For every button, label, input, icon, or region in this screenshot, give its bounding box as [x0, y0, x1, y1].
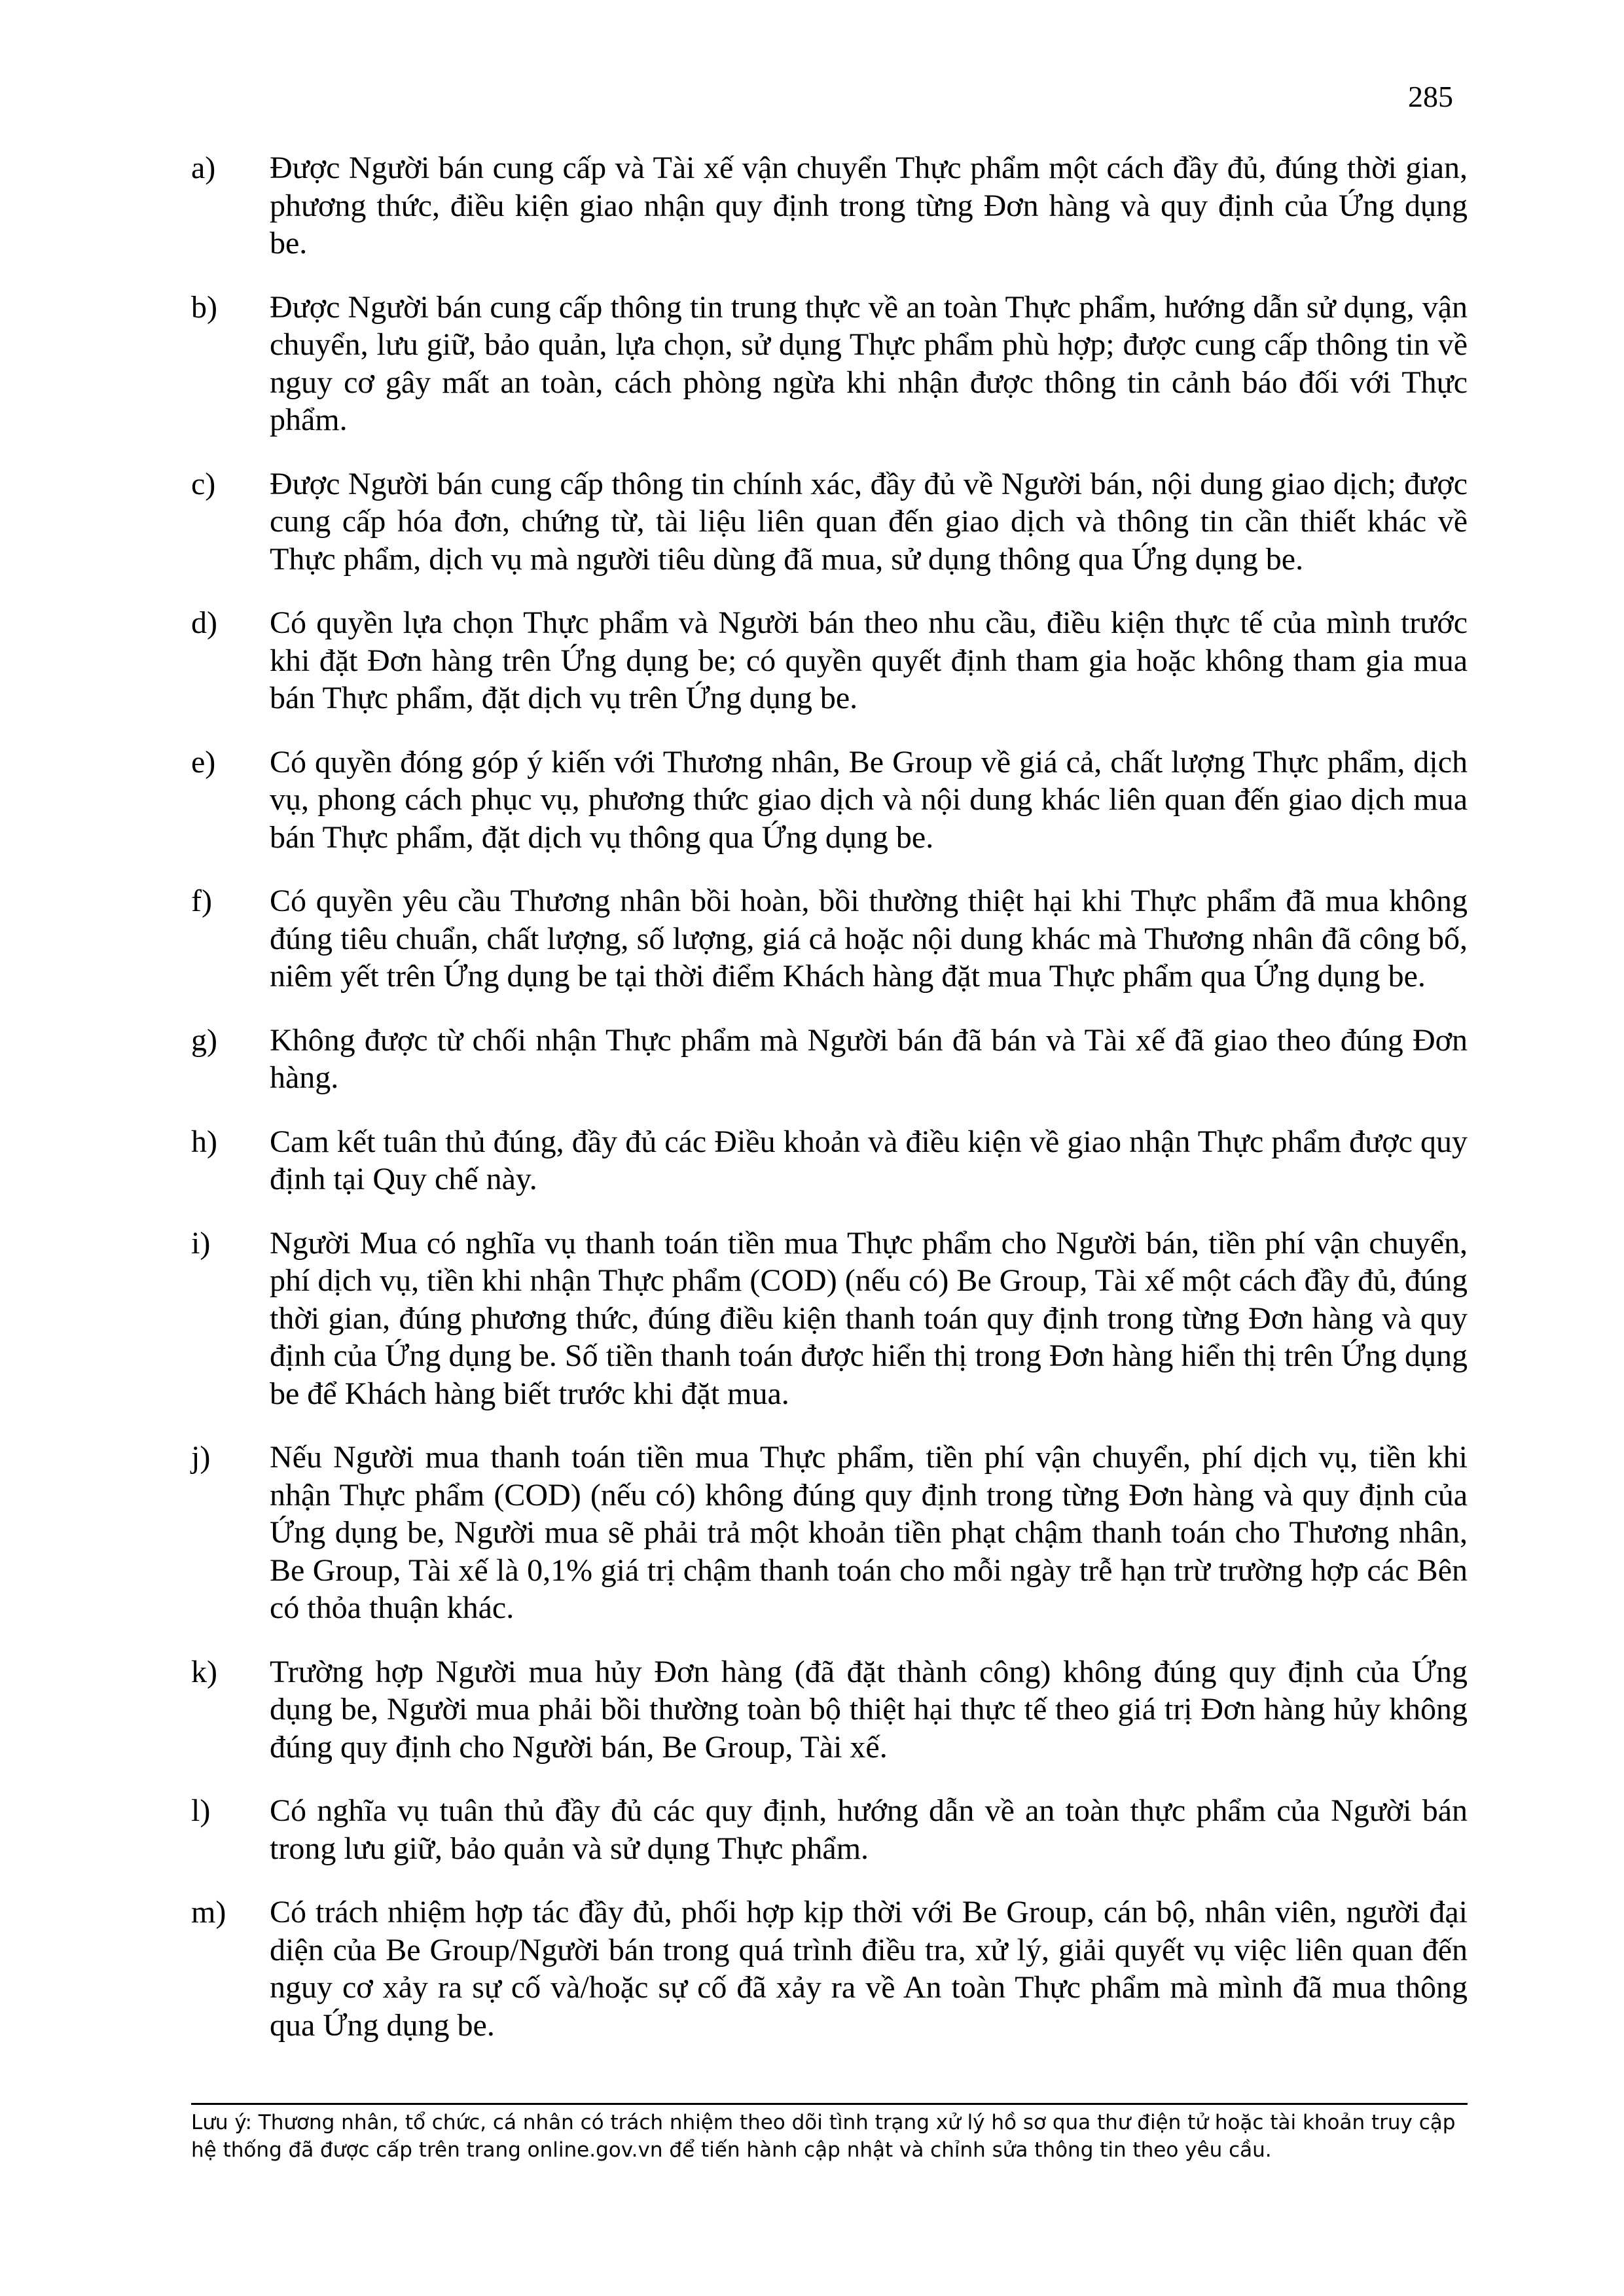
- list-item-label: j): [191, 1440, 211, 1475]
- list-item: [191, 1225, 1468, 1413]
- list-item-text: Trường hợp Người mua hủy Đơn hàng (đã đặt thành công) không đúng quy định của Ứng dụng be, Người mua phải bồi thường toàn bộ thiệt hại thực tế theo giá trị Đơn hàng hủy không đúng quy định cho Người bán, Be Group, Tài xế.: [270, 1654, 1468, 1765]
- list-item-label: d): [191, 605, 217, 640]
- list-item-text: Có trách nhiệm hợp tác đầy đủ, phối hợp kịp thời với Be Group, cán bộ, nhân viên, người đại diện của Be Group/Người bán trong quá trình điều tra, xử lý, giải quyết vụ việc liên quan đến nguy cơ xảy ra sự cố và/hoặc sự cố đã xảy ra về An toàn Thực phẩm mà mình đã mua thông qua Ứng dụng be.: [270, 1895, 1468, 2043]
- list-item: [191, 465, 1468, 579]
- list-item-text: Nếu Người mua thanh toán tiền mua Thực phẩm, tiền phí vận chuyển, phí dịch vụ, tiền khi nhận Thực phẩm (COD) (nếu có) không đúng quy định trong từng Đơn hàng và quy định của Ứng dụng be, Người mua sẽ phải trả một khoản tiền phạt chậm thanh toán cho Thương nhân, Be Group, Tài xế là 0,1% giá trị chậm thanh toán cho mỗi ngày trễ hạn trừ trường hợp các Bên có thỏa thuận khác.: [270, 1440, 1468, 1625]
- list-item-text: Được Người bán cung cấp thông tin chính xác, đầy đủ về Người bán, nội dung giao dịch; được cung cấp hóa đơn, chứng từ, tài liệu liên quan đến giao dịch và thông tin cần thiết khác về Thực phẩm, dịch vụ mà người tiêu dùng đã mua, sử dụng thông qua Ứng dụng be.: [270, 466, 1468, 577]
- list-item-label: f): [191, 884, 212, 918]
- list-item-text: Có quyền lựa chọn Thực phẩm và Người bán theo nhu cầu, điều kiện thực tế của mình trước khi đặt Đơn hàng trên Ứng dụng be; có quyền quyết định tham gia hoặc không tham gia mua bán Thực phẩm, đặt dịch vụ trên Ứng dụng be.: [270, 605, 1468, 715]
- list-item-text: Người Mua có nghĩa vụ thanh toán tiền mua Thực phẩm cho Người bán, tiền phí vận chuyển, phí dịch vụ, tiền khi nhận Thực phẩm (COD) (nếu có) Be Group, Tài xế một cách đầy đủ, đúng thời gian, đúng phương thức, đúng điều kiện thanh toán quy định trong từng Đơn hàng và quy định của Ứng dụng be. Số tiền thanh toán được hiển thị trong Đơn hàng hiển thị trên Ứng dụng be để Khách hàng biết trước khi đặt mua.: [270, 1225, 1468, 1411]
- list-item-label: i): [191, 1225, 211, 1261]
- list-item-label: g): [191, 1022, 217, 1058]
- list-item-label: l): [191, 1793, 211, 1828]
- list-item-label: k): [191, 1654, 217, 1689]
- obligation-list: [191, 149, 1468, 2070]
- footer-divider: [191, 2103, 1468, 2105]
- list-item-label: e): [191, 744, 216, 780]
- list-item: [191, 289, 1468, 439]
- list-item-text: Có nghĩa vụ tuân thủ đầy đủ các quy định, hướng dẫn về an toàn thực phẩm của Người bán trong lưu giữ, bảo quản và sử dụng Thực phẩm.: [270, 1793, 1468, 1866]
- list-item: [191, 882, 1468, 996]
- list-item-label: h): [191, 1124, 217, 1159]
- list-item-label: a): [191, 151, 216, 185]
- list-item: [191, 1893, 1468, 2044]
- page-number: 285: [1408, 80, 1453, 113]
- list-item-text: Cam kết tuân thủ đúng, đầy đủ các Điều khoản và điều kiện về giao nhận Thực phẩm được quy định tại Quy chế này.: [270, 1124, 1468, 1196]
- list-item-text: Không được từ chối nhận Thực phẩm mà Người bán đã bán và Tài xế đã giao theo đúng Đơn hàng.: [270, 1022, 1468, 1095]
- list-item-label: b): [191, 289, 217, 325]
- list-item: [191, 149, 1468, 262]
- list-item: [191, 604, 1468, 717]
- list-item: [191, 1792, 1468, 1867]
- list-item-text: Có quyền đóng góp ý kiến với Thương nhân, Be Group về giá cả, chất lượng Thực phẩm, dịch vụ, phong cách phục vụ, phương thức giao dịch và nội dung khác liên quan đến giao dịch mua bán Thực phẩm, đặt dịch vụ thông qua Ứng dụng be.: [270, 744, 1468, 855]
- list-item: [191, 1022, 1468, 1097]
- list-item: [191, 744, 1468, 857]
- list-item-label: c): [191, 466, 216, 501]
- footer-note: Lưu ý: Thương nhân, tổ chức, cá nhân có trách nhiệm theo dõi tình trạng xử lý hồ sơ qua thư điện tử hoặc tài khoản truy cập hệ thống đã được cấp trên trang online.gov.vn để tiến hành cập nhật và chỉnh sửa thông tin theo yêu cầu.: [191, 2111, 1456, 2162]
- list-item-text: Được Người bán cung cấp và Tài xế vận chuyển Thực phẩm một cách đầy đủ, đúng thời gian, phương thức, điều kiện giao nhận quy định trong từng Đơn hàng và quy định của Ứng dụng be.: [270, 151, 1468, 260]
- list-item-text: Được Người bán cung cấp thông tin trung thực về an toàn Thực phẩm, hướng dẫn sử dụng, vận chuyển, lưu giữ, bảo quản, lựa chọn, sử dụng Thực phẩm phù hợp; được cung cấp thông tin về nguy cơ gây mất an toàn, cách phòng ngừa khi nhận được thông tin cảnh báo đối với Thực phẩm.: [270, 289, 1468, 437]
- list-item: [191, 1653, 1468, 1767]
- list-item: [191, 1123, 1468, 1198]
- list-item: [191, 1439, 1468, 1627]
- list-item-label: m): [191, 1895, 226, 1929]
- list-item-text: Có quyền yêu cầu Thương nhân bồi hoàn, bồi thường thiệt hại khi Thực phẩm đã mua không đúng tiêu chuẩn, chất lượng, số lượng, giá cả hoặc nội dung khác mà Thương nhân đã công bố, niêm yết trên Ứng dụng be tại thời điểm Khách hàng đặt mua Thực phẩm qua Ứng dụng be.: [270, 884, 1468, 994]
